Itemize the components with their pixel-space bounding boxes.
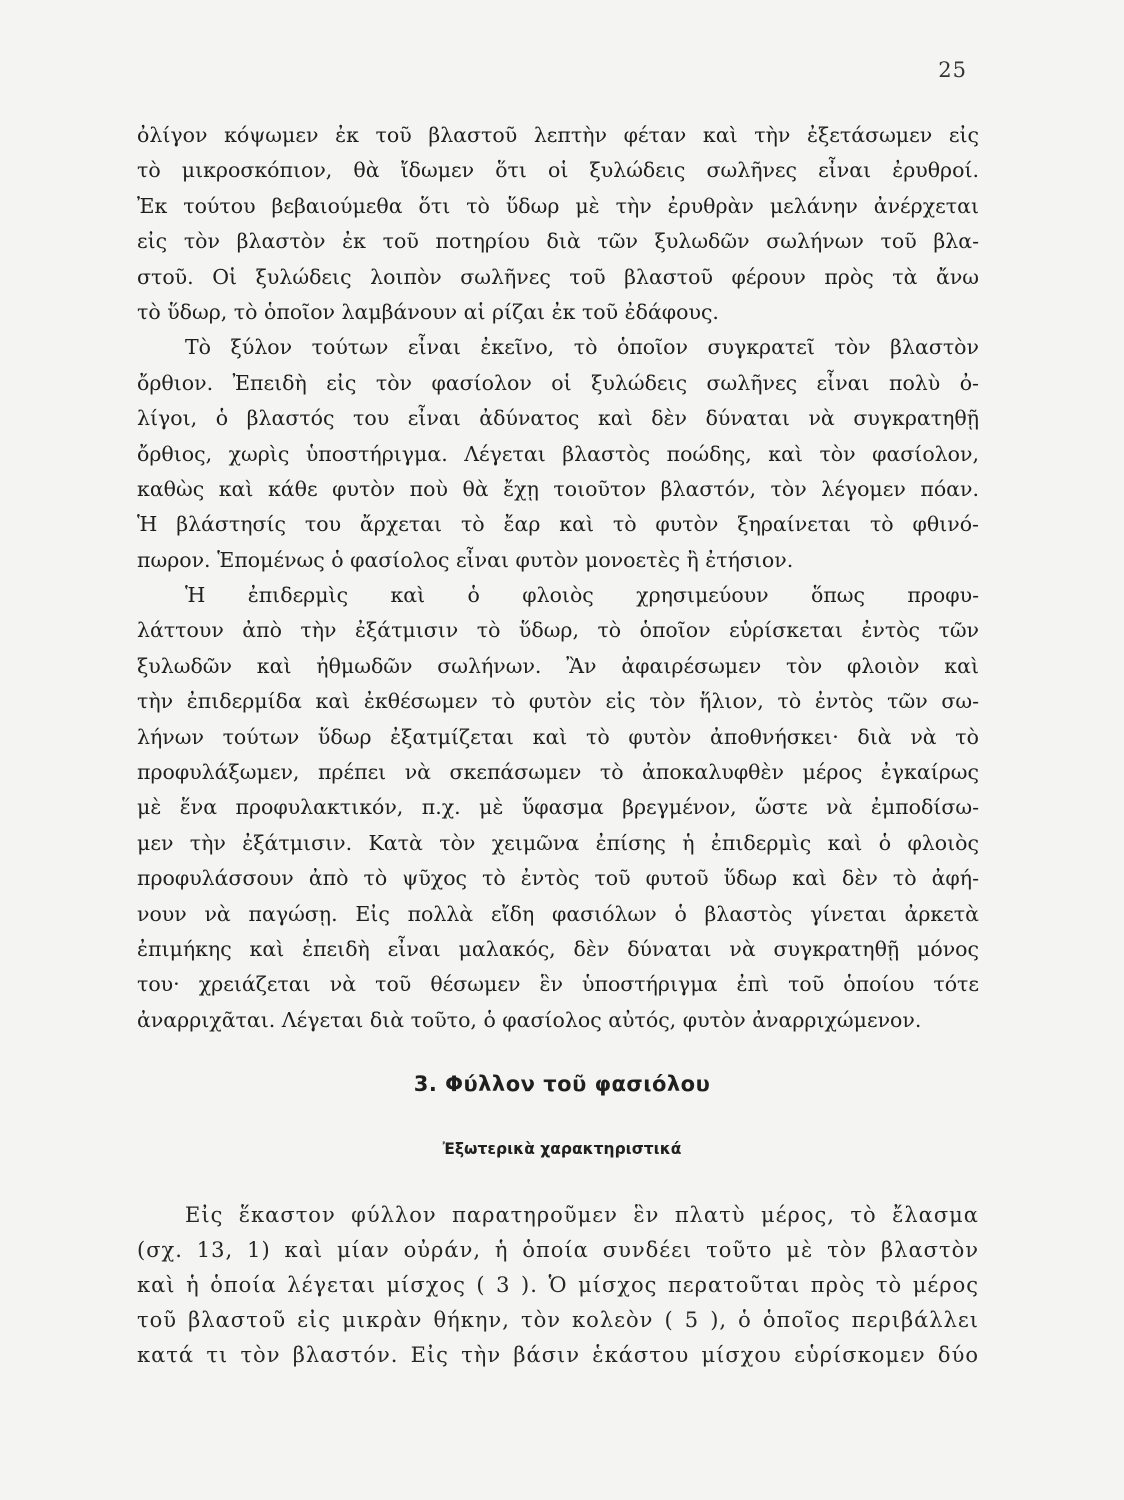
text-line: Ἐκ τούτου βεβαιούμεθα ὅτι τὸ ὕδωρ μὲ τὴν ἐρυθρὰν μελάνην ἀνέρχεται bbox=[137, 193, 979, 218]
text-line: τοῦ βλαστοῦ εἰς μικρὰν θήκην, τὸν κολεὸν ( 5 ), ὁ ὁποῖος περιβάλλει bbox=[137, 1308, 979, 1332]
text-line: λήνων τούτων ὕδωρ ἐξατμίζεται καὶ τὸ φυτὸν ἀποθνήσκει· διὰ νὰ τὸ bbox=[137, 724, 979, 749]
text-line: (σχ. 13, 1) καὶ μίαν οὐράν, ἡ ὁποία συνδέει τοῦτο μὲ τὸν βλαστὸν bbox=[137, 1238, 979, 1262]
text-line: ὄρθιος, χωρὶς ὑποστήριγμα. Λέγεται βλαστὸς ποώδης, καὶ τὸν φασίολον, bbox=[137, 441, 979, 466]
text-line: ὄρθιον. Ἐπειδὴ εἰς τὸν φασίολον οἱ ξυλώδεις σωλῆνες εἶναι πολὺ ὀ- bbox=[137, 370, 979, 395]
text-line: μεν τὴν ἐξάτμισιν. Κατὰ τὸν χειμῶνα ἐπίσης ἡ ἐπιδερμὶς καὶ ὁ φλοιὸς bbox=[137, 830, 979, 855]
text-line: μὲ ἕνα προφυλακτικόν, π.χ. μὲ ὕφασμα βρεγμένον, ὥστε νὰ ἐμποδίσω- bbox=[137, 795, 979, 820]
text-line: του· χρειάζεται νὰ τοῦ θέσωμεν ἓν ὑποστήριγμα ἐπὶ τοῦ ὁποίου τότε bbox=[137, 972, 979, 997]
text-line: εἰς τὸν βλαστὸν ἐκ τοῦ ποτηρίου διὰ τῶν ξυλωδῶν σωλήνων τοῦ βλα- bbox=[137, 229, 979, 254]
text-line: προφυλάσσουν ἀπὸ τὸ ψῦχος τὸ ἐντὸς τοῦ φυτοῦ ὕδωρ καὶ δὲν τὸ ἀφή- bbox=[137, 866, 979, 891]
page-number: 25 bbox=[938, 58, 967, 82]
text-line: νουν νὰ παγώσῃ. Εἰς πολλὰ εἴδη φασιόλων ὁ βλαστὸς γίνεται ἀρκετὰ bbox=[137, 901, 979, 926]
text-line: Τὸ ξύλον τούτων εἶναι ἐκεῖνο, τὸ ὁποῖον συγκρατεῖ τὸν βλαστὸν bbox=[185, 335, 979, 360]
text-line: κατά τι τὸν βλαστόν. Εἰς τὴν βάσιν ἑκάστου μίσχου εὑρίσκομεν δύο bbox=[137, 1343, 979, 1367]
text-line: Εἰς ἕκαστον φύλλον παρατηροῦμεν ἓν πλατὺ μέρος, τὸ ἔλασμα bbox=[185, 1203, 979, 1227]
text-line: ὀλίγον κόψωμεν ἐκ τοῦ βλαστοῦ λεπτὴν φέταν καὶ τὴν ἐξετάσωμεν εἰς bbox=[137, 123, 979, 147]
body-text-block-2 bbox=[137, 1198, 979, 1373]
body-text-block-1 bbox=[137, 118, 979, 1038]
text-line: ξυλωδῶν καὶ ἠθμωδῶν σωλήνων. Ἂν ἀφαιρέσωμεν τὸν φλοιὸν καὶ bbox=[137, 653, 979, 678]
text-line: τὴν ἐπιδερμίδα καὶ ἐκθέσωμεν τὸ φυτὸν εἰς τὸν ἥλιον, τὸ ἐντὸς τῶν σω- bbox=[137, 689, 979, 714]
text-line: λάττουν ἀπὸ τὴν ἐξάτμισιν τὸ ὕδωρ, τὸ ὁποῖον εὑρίσκεται ἐντὸς τῶν bbox=[137, 618, 979, 643]
section-title: 3. Φύλλον τοῦ φασιόλου bbox=[413, 1072, 711, 1096]
text-line: καθὼς καὶ κάθε φυτὸν ποὺ θὰ ἔχῃ τοιοῦτον βλαστόν, τὸν λέγομεν πόαν. bbox=[137, 476, 979, 501]
text-line: τὸ μικροσκόπιον, θὰ ἴδωμεν ὅτι οἱ ξυλώδεις σωλῆνες εἶναι ἐρυθροί. bbox=[137, 158, 979, 183]
text-line: Ἡ βλάστησίς του ἄρχεται τὸ ἔαρ καὶ τὸ φυτὸν ξηραίνεται τὸ φθινό- bbox=[137, 512, 979, 537]
subsection-title: Ἐξωτερικὰ χαρακτηριστικά bbox=[442, 1140, 682, 1158]
text-line: τὸ ὕδωρ, τὸ ὁποῖον λαμβάνουν αἱ ρίζαι ἐκ τοῦ ἐδάφους. bbox=[137, 299, 719, 324]
text-line: ἐπιμήκης καὶ ἐπειδὴ εἶναι μαλακός, δὲν δύναται νὰ συγκρατηθῇ μόνος bbox=[137, 936, 979, 961]
text-line: καὶ ἡ ὁποία λέγεται μίσχος ( 3 ). Ὁ μίσχος περατοῦται πρὸς τὸ μέρος bbox=[137, 1273, 979, 1297]
text-line: ἀναρριχᾶται. Λέγεται διὰ τοῦτο, ὁ φασίολος αὐτός, φυτὸν ἀναρριχώμενον. bbox=[137, 1007, 922, 1032]
text-line: στοῦ. Οἱ ξυλώδεις λοιπὸν σωλῆνες τοῦ βλαστοῦ φέρουν πρὸς τὰ ἄνω bbox=[137, 264, 979, 289]
text-line: λίγοι, ὁ βλαστός του εἶναι ἀδύνατος καὶ δὲν δύναται νὰ συγκρατηθῇ bbox=[137, 406, 979, 431]
text-line: προφυλάξωμεν, πρέπει νὰ σκεπάσωμεν τὸ ἀποκαλυφθὲν μέρος ἐγκαίρως bbox=[137, 760, 979, 785]
text-line: πωρον. Ἑπομένως ὁ φασίολος εἶναι φυτὸν μονοετὲς ἢ ἐτήσιον. bbox=[137, 547, 794, 572]
text-line: Ἡ ἐπιδερμὶς καὶ ὁ φλοιὸς χρησιμεύουν ὅπως προφυ- bbox=[185, 583, 979, 608]
